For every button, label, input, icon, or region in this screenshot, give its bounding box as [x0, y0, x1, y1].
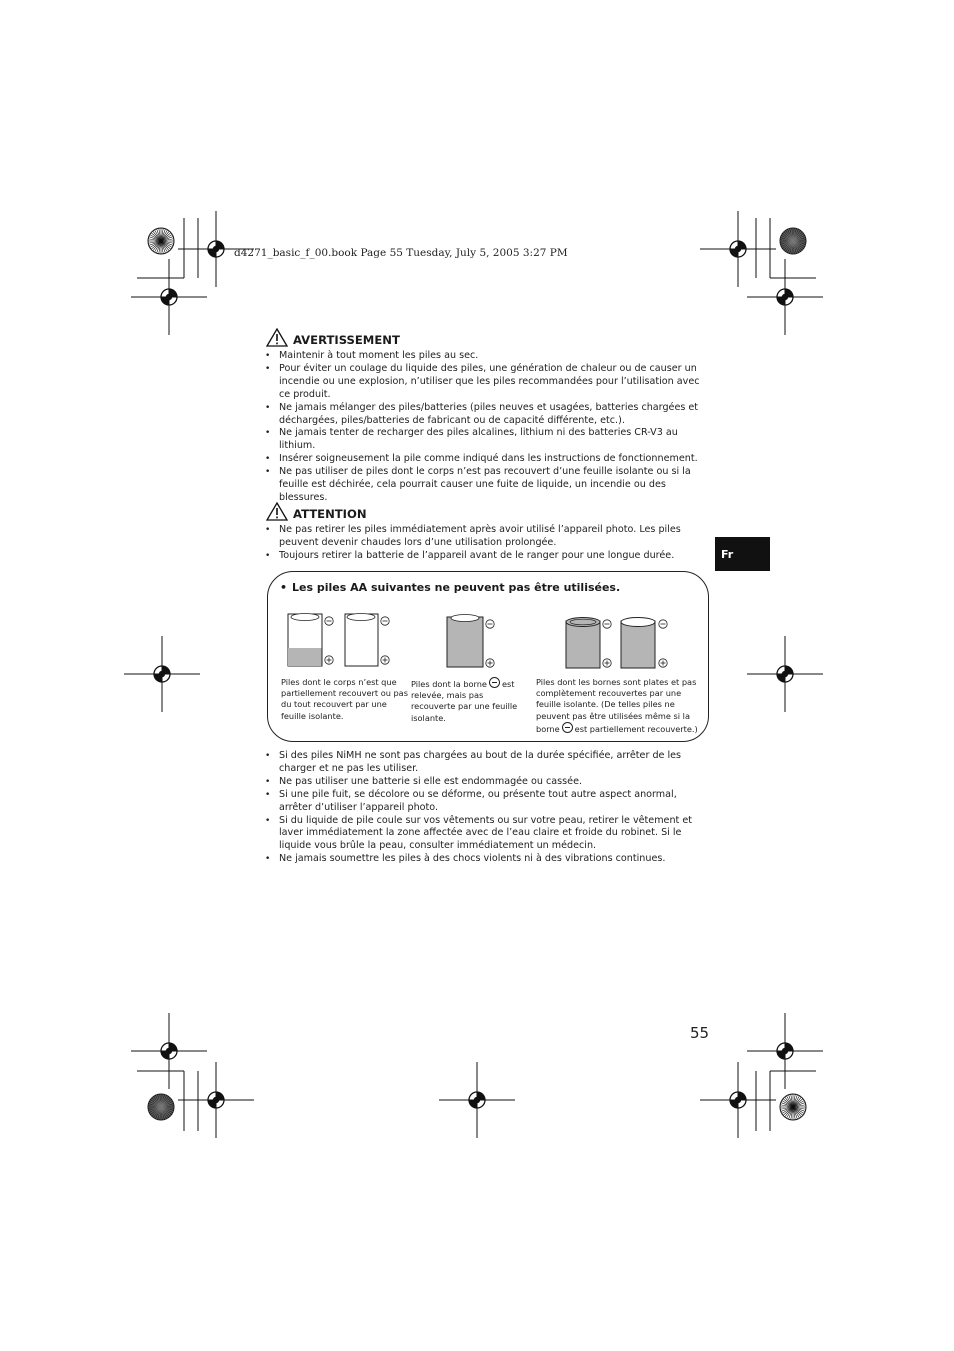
list-item: • Si une pile fuit, se décolore ou se déforme, ou présente tout autre aspect anormal, arrêter d’utiliser l’appareil photo.: [265, 789, 711, 815]
more-precautions-list: [265, 750, 711, 866]
language-tab: Fr: [715, 537, 770, 571]
list-item: • Ne jamais mélanger des piles/batteries (piles neuves et usagées, batteries chargées et déchargées, piles/batteries de fabricant ou de capacité différente, etc.).: [265, 402, 711, 428]
minus-terminal-icon: [562, 722, 573, 733]
battery-raised-terminal: [447, 615, 483, 668]
registration-mark: [124, 636, 200, 712]
registration-mark: [747, 259, 823, 335]
warning-triangle-icon: [266, 502, 288, 521]
page-number: 55: [690, 1024, 710, 1042]
list-item: • Ne pas utiliser une batterie si elle est endommagée ou cassée.: [265, 776, 711, 789]
list-item: • Ne jamais tenter de recharger des piles alcalines, lithium ni des batteries CR-V3 au lithium.: [265, 427, 711, 453]
caption-flat-terminal: Piles dont les bornes sont plates et pas complètement recouvertes par une feuille isolante. (De telles piles ne peuvent pas être utilisées même si la borne est partiellement recouverte.): [536, 677, 698, 734]
registration-mark: [700, 1062, 776, 1138]
caption-partially-covered: Piles dont le corps n’est que partiellement recouvert ou pas du tout recouvert par une feuille isolante.: [281, 677, 408, 721]
warning-list: [265, 350, 711, 505]
caption-raised-terminal: Piles dont la borne est relevée, mais pas recouverte par une feuille isolante.: [411, 679, 518, 723]
print-header: d4271_basic_f_00.book Page 55 Tuesday, July 5, 2005 3:27 PM: [234, 247, 568, 259]
warning-title: AVERTISSEMENT: [293, 333, 400, 347]
registration-mark: [439, 1062, 515, 1138]
list-item: • Si des piles NiMH ne sont pas chargées au bout de la durée spécifiée, arrêter de les charger et ne pas les utiliser.: [265, 750, 711, 776]
starburst-mark: [780, 1094, 806, 1120]
caution-list: [265, 524, 711, 563]
list-item: • Ne pas utiliser de piles dont le corps n’est pas recouvert d’une feuille isolante ou si la feuille est déchirée, cela pourrait causer une fuite de liquide, un incendie ou des blessures.: [265, 466, 711, 505]
notice-title-text: Les piles AA suivantes ne peuvent pas être utilisées.: [292, 581, 621, 594]
battery-flat-terminal-light: [621, 618, 655, 669]
battery-uncovered: [345, 614, 378, 667]
minus-terminal-icon: [489, 677, 500, 688]
list-item: • Toujours retirer la batterie de l’appareil avant de le ranger pour une longue durée.: [265, 550, 711, 563]
list-item: • Si du liquide de pile coule sur vos vêtements ou sur votre peau, retirer le vêtement et laver immédiatement la zone affectée avec de l’eau claire et froide du robinet. Si le liquide vous brûle la peau, consulter immédiatement un médecin.: [265, 815, 711, 854]
warning-triangle-icon: [266, 328, 288, 347]
registration-mark: [747, 636, 823, 712]
list-item: • Ne jamais soumettre les piles à des chocs violents ni à des vibrations continues.: [265, 853, 711, 866]
starburst-mark: [780, 228, 806, 254]
battery-partially-covered: [288, 614, 322, 667]
warning-heading: [266, 328, 400, 347]
registration-mark: [131, 259, 207, 335]
list-item: • Maintenir à tout moment les piles au sec.: [265, 350, 711, 363]
notice-title: • Les piles AA suivantes ne peuvent pas être utilisées.: [280, 581, 621, 594]
list-item: • Pour éviter un coulage du liquide des piles, une génération de chaleur ou de causer un incendie ou une explosion, n’utiliser que les piles recommandées pour l’utilisation avec ce produit.: [265, 363, 711, 402]
registration-mark: [700, 211, 776, 287]
caution-title: ATTENTION: [293, 507, 367, 521]
starburst-mark: [148, 1094, 174, 1120]
list-item: • Insérer soigneusement la pile comme indiqué dans les instructions de fonctionnement.: [265, 453, 711, 466]
list-item: • Ne pas retirer les piles immédiatement après avoir utilisé l’appareil photo. Les piles peuvent devenir chaudes lors d’une utilisation prolongée.: [265, 524, 711, 550]
registration-mark: [131, 1013, 207, 1089]
starburst-mark: [148, 228, 174, 254]
caution-heading: [266, 502, 367, 521]
battery-flat-terminal-gray: [566, 618, 600, 669]
registration-mark: [747, 1013, 823, 1089]
battery-illustrations: [270, 605, 706, 673]
registration-mark: [178, 1062, 254, 1138]
